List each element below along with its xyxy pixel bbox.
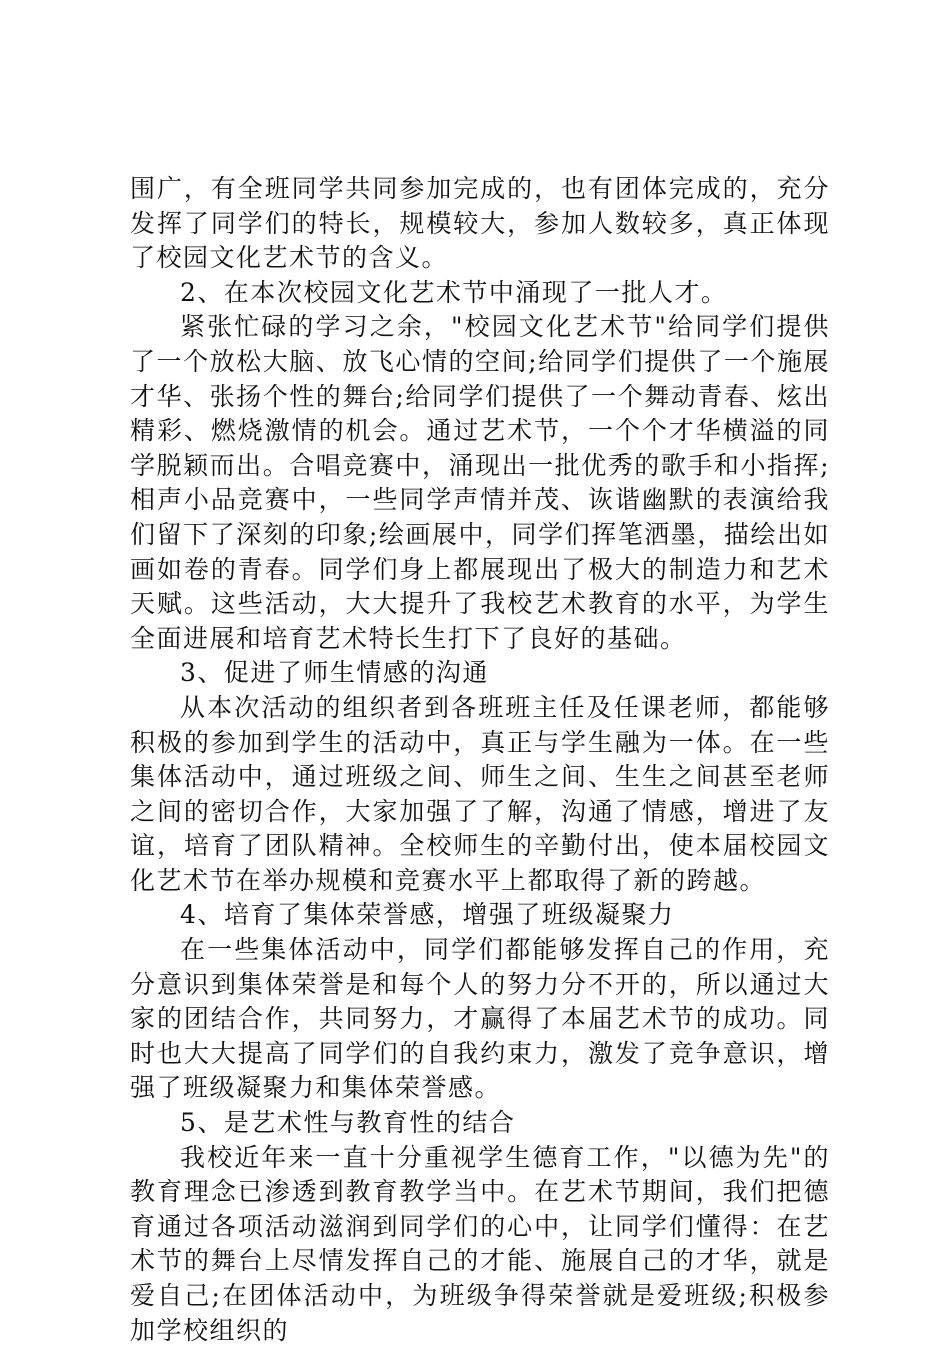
paragraph-communication: 从本次活动的组织者到各班班主任及任课老师，都能够积极的参加到学生的活动中，真正与学生融为一体。在一些集体活动中，通过班级之间、师生之间、生生之间甚至老师之间的密切合作，大家加强了了解，沟通了情感，增进了友谊，培育了团队精神。全校师生的辛勤付出，使本届校园文化艺术节在举办规模和竞赛水平上都取得了新的跨越。 xyxy=(130,692,830,895)
document-body xyxy=(130,172,830,1348)
paragraph-moral-education: 我校近年来一直十分重视学生德育工作，"以德为先"的教育理念已渗透到教育教学当中。在艺术节期间，我们把德育通过各项活动滋润到同学们的心中，让同学们懂得：在艺术节的舞台上尽情发挥自己的才能、施展自己的才华，就是爱自己;在团体活动中，为班级争得荣誉就是爱班级;积极参加学校组织的 xyxy=(130,1142,830,1345)
heading-item-3: 3、促进了师生情感的沟通 xyxy=(180,658,489,688)
heading-item-2: 2、在本次校园文化艺术节中涌现了一批人才。 xyxy=(180,277,728,307)
heading-item-5: 5、是艺术性与教育性的结合 xyxy=(180,1108,516,1138)
paragraph-talent: 紧张忙碌的学习之余，"校园文化艺术节"给同学们提供了一个放松大脑、放飞心情的空间;给同学们提供了一个施展才华、张扬个性的舞台;给同学们提供了一个舞动青春、炫出精彩、燃烧激情的机会。通过艺术节，一个个才华横溢的同学脱颖而出。合唱竞赛中，涌现出一批优秀的歌手和小指挥;相声小品竞赛中，一些同学声情并茂、诙谐幽默的表演给我们留下了深刻的印象;绘画展中，同学们挥笔洒墨，描绘出如画如卷的青春。同学们身上都展现出了极大的制造力和艺术天赋。这些活动，大大提升了我校艺术教育的水平，为学生全面进展和培育艺术特长生打下了良好的基础。 xyxy=(130,312,830,653)
paragraph-cohesion: 在一些集体活动中，同学们都能够发挥自己的作用，充分意识到集体荣誉是和每个人的努力分不开的，所以通过大家的团结合作，共同努力，才赢得了本届艺术节的成功。同时也大大提高了同学们的自我约束力，激发了竞争意识，增强了班级凝聚力和集体荣誉感。 xyxy=(130,935,830,1103)
paragraph-continuation: 围广，有全班同学共同参加完成的，也有团体完成的，充分发挥了同学们的特长，规模较大，参加人数较多，真正体现了校园文化艺术节的含义。 xyxy=(130,174,830,273)
heading-item-4: 4、培育了集体荣誉感，增强了班级凝聚力 xyxy=(180,900,675,930)
